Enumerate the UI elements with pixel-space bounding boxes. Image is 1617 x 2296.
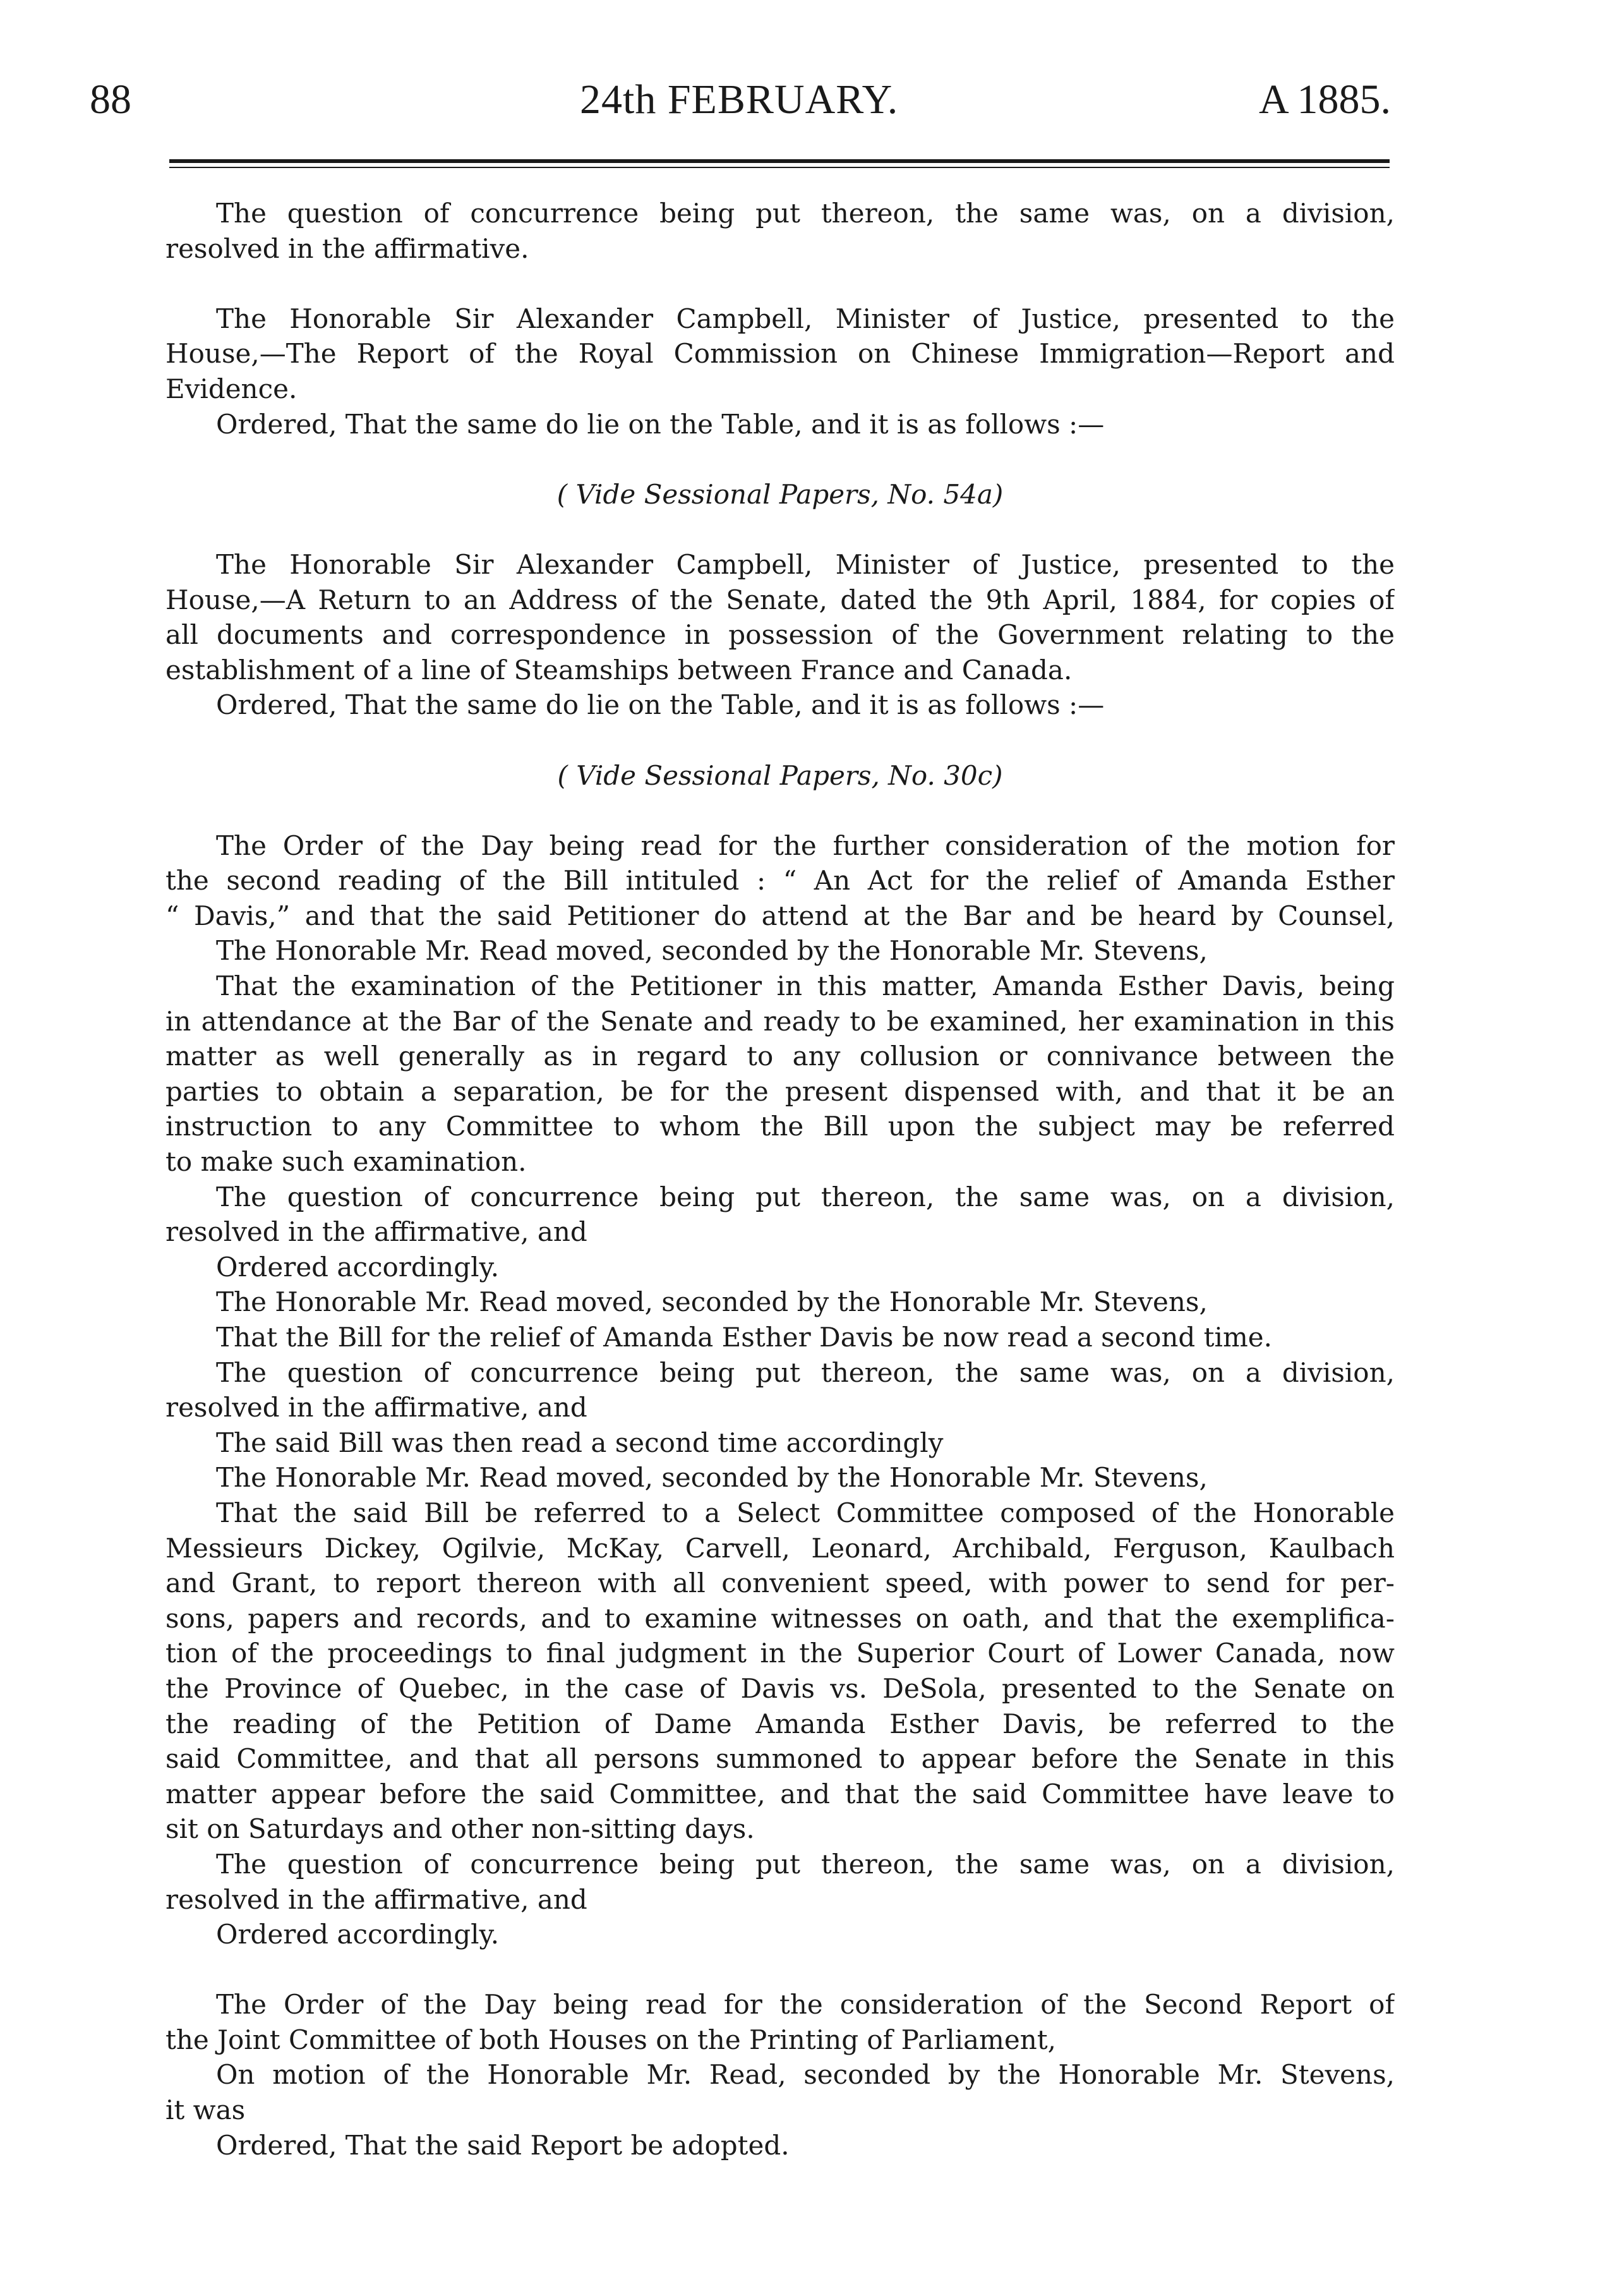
text-line: The Honorable Sir Alexander Campbell, Minister of Justice, presented to the — [216, 548, 1395, 580]
text-line: The question of concurrence being put thereon, the same was, on a division, — [216, 1181, 1395, 1212]
text-line: the reading of the Petition of Dame Amanda Esther Davis, be referred to the — [165, 1708, 1395, 1739]
text-line: in attendance at the Bar of the Senate and ready to be examined, her examination in this — [165, 1005, 1395, 1037]
text-line: The Honorable Mr. Read moved, seconded by the Honorable Mr. Stevens, — [216, 935, 1208, 967]
text-line: matter appear before the said Committee, and that the said Committee have leave to — [165, 1778, 1395, 1810]
text-line: resolved in the affirmative, and — [165, 1883, 587, 1915]
text-line: sit on Saturdays and other non-sitting days. — [165, 1813, 755, 1845]
text-line: The Honorable Sir Alexander Campbell, Minister of Justice, presented to the — [216, 303, 1395, 334]
text-line: The question of concurrence being put thereon, the same was, on a division, — [216, 1848, 1395, 1880]
journal-text — [165, 196, 1395, 2163]
text-line: Ordered, That the same do lie on the Table, and it is as follows :— — [216, 689, 1105, 721]
text-line: That the said Bill be referred to a Select Committee composed of the Honorable — [216, 1497, 1395, 1528]
text-line: Messieurs Dickey, Ogilvie, McKay, Carvell, Leonard, Archibald, Ferguson, Kaulbach — [165, 1532, 1395, 1564]
paragraph-gap — [165, 793, 1395, 828]
text-line: to make such examination. — [165, 1146, 527, 1178]
text-line: sons, papers and records, and to examine witnesses on oath, and that the exemplifica- — [165, 1602, 1395, 1634]
text-line: “ Davis,” and that the said Petitioner do attend at the Bar and be heard by Counsel, — [165, 900, 1395, 931]
header-rule-thin — [169, 167, 1390, 168]
text-line: tion of the proceedings to final judgment in the Superior Court of Lower Canada, now — [165, 1638, 1395, 1669]
header-rule — [169, 159, 1390, 163]
text-line: The Honorable Mr. Read moved, seconded by the Honorable Mr. Stevens, — [216, 1462, 1208, 1494]
paragraph-gap — [165, 442, 1395, 477]
page-number: 88 — [90, 76, 131, 123]
text-line: The Order of the Day being read for the consideration of the Second Report of — [216, 1989, 1395, 2021]
text-line: resolved in the affirmative. — [165, 233, 529, 264]
text-line: resolved in the affirmative, and — [165, 1392, 587, 1423]
text-line: and Grant, to report thereon with all convenient speed, with power to send for per- — [165, 1568, 1395, 1599]
paragraph-gap — [165, 723, 1395, 758]
header-date: 24th FEBRUARY. — [580, 76, 899, 123]
text-line: House,—The Report of the Royal Commission on Chinese Immigration—Report and — [165, 338, 1395, 370]
paragraph-gap — [165, 512, 1395, 547]
text-line: Ordered accordingly. — [216, 1919, 500, 1950]
text-line: The said Bill was then read a second time accordingly — [216, 1427, 944, 1458]
text-line: establishment of a line of Steamships between France and Canada. — [165, 654, 1073, 686]
text-line: The Order of the Day being read for the further consideration of the motion for — [216, 830, 1395, 861]
text-line: resolved in the affirmative, and — [165, 1216, 587, 1248]
sessional-paper-reference: ( Vide Sessional Papers, No. 54a) — [556, 478, 1004, 510]
text-line: House,—A Return to an Address of the Senate, dated the 9th April, 1884, for copies of — [165, 584, 1395, 615]
text-line: The Honorable Mr. Read moved, seconded by the Honorable Mr. Stevens, — [216, 1286, 1208, 1318]
text-line: That the Bill for the relief of Amanda Esther Davis be now read a second time. — [216, 1322, 1273, 1353]
header-year: A 1885. — [1258, 76, 1391, 123]
text-line: the Province of Quebec, in the case of Davis vs. DeSola, presented to the Senate on — [165, 1672, 1395, 1704]
text-line: the second reading of the Bill intituled : “ An Act for the relief of Amanda Esther — [165, 865, 1395, 897]
text-line: That the examination of the Petitioner in this matter, Amanda Esther Davis, being — [216, 970, 1395, 1002]
text-line: Evidence. — [165, 373, 298, 404]
running-header — [0, 76, 1617, 139]
text-line: the Joint Committee of both Houses on the Printing of Parliament, — [165, 2024, 1056, 2055]
text-line: Ordered accordingly. — [216, 1251, 500, 1283]
text-line: Ordered, That the same do lie on the Table, and it is as follows :— — [216, 408, 1105, 440]
text-line: The question of concurrence being put thereon, the same was, on a division, — [216, 1356, 1395, 1388]
text-line: On motion of the Honorable Mr. Read, seconded by the Honorable Mr. Stevens, — [216, 2059, 1395, 2091]
text-line: parties to obtain a separation, be for the present dispensed with, and that it be an — [165, 1075, 1395, 1107]
text-line: instruction to any Committee to whom the Bill upon the subject may be referred — [165, 1111, 1395, 1142]
text-line: all documents and correspondence in possession of the Government relating to the — [165, 619, 1395, 651]
text-line: Ordered, That the said Report be adopted. — [216, 2129, 790, 2161]
text-line: The question of concurrence being put thereon, the same was, on a division, — [216, 198, 1395, 229]
text-line: it was — [165, 2094, 246, 2126]
text-line: said Committee, and that all persons summoned to appear before the Senate in this — [165, 1743, 1395, 1775]
sessional-paper-reference: ( Vide Sessional Papers, No. 30c) — [557, 759, 1003, 791]
paragraph-gap — [165, 266, 1395, 301]
text-line: matter as well generally as in regard to any collusion or connivance between the — [165, 1041, 1395, 1072]
paragraph-gap — [165, 1952, 1395, 1988]
